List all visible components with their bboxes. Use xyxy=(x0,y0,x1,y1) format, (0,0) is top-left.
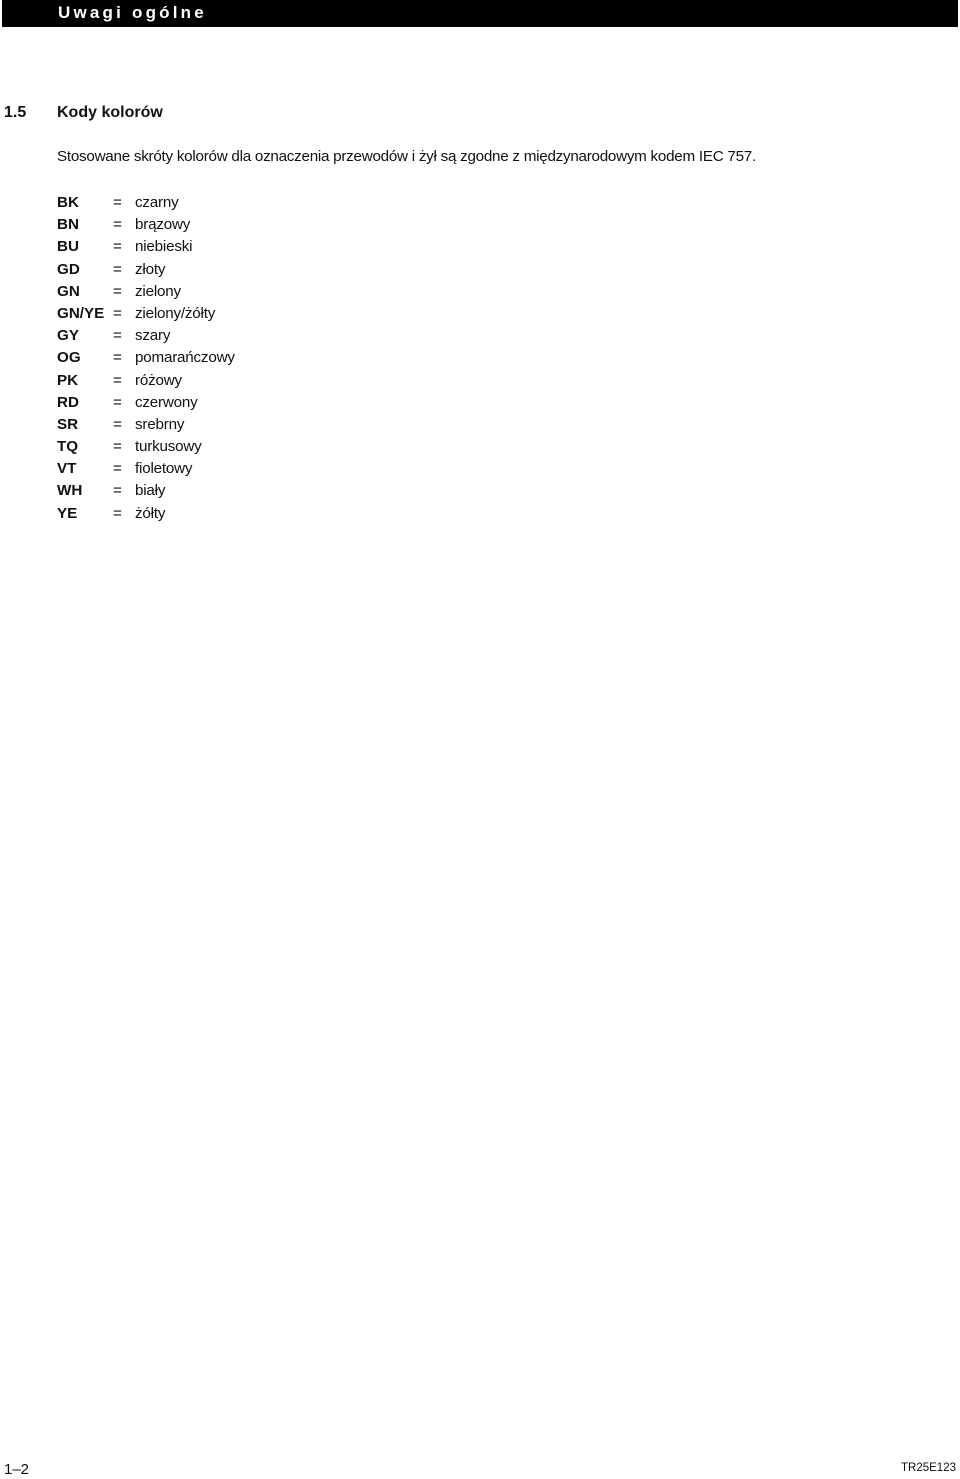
color-code: PK xyxy=(57,371,79,389)
color-code-row xyxy=(57,414,235,436)
color-code-row xyxy=(57,281,235,303)
document-code: TR25E123 xyxy=(901,1462,956,1474)
color-code-row xyxy=(57,236,235,258)
color-name: żółty xyxy=(135,504,166,522)
equals-sign: = xyxy=(113,260,122,278)
color-name: fioletowy xyxy=(135,460,193,478)
color-name: czerwony xyxy=(135,393,198,411)
color-code-row xyxy=(57,347,235,369)
color-code-row xyxy=(57,325,235,347)
equals-sign: = xyxy=(113,304,122,322)
color-name: zielony/żółty xyxy=(135,304,216,322)
color-code-row xyxy=(57,503,235,525)
color-code: GD xyxy=(57,260,80,278)
equals-sign: = xyxy=(113,327,122,345)
color-code-row xyxy=(57,392,235,414)
color-name: brązowy xyxy=(135,216,191,234)
section-intro: Stosowane skróty kolorów dla oznaczenia przewodów i żył są zgodne z międzynarodowym kodem IEC 757. xyxy=(57,148,756,165)
color-code-row xyxy=(57,214,235,236)
color-code-row xyxy=(57,259,235,281)
header-bar xyxy=(2,0,958,27)
color-code: OG xyxy=(57,349,81,367)
color-name: biały xyxy=(135,482,166,500)
color-code: BK xyxy=(57,194,79,211)
equals-sign: = xyxy=(113,238,122,256)
equals-sign: = xyxy=(113,415,122,433)
page-number: 1–2 xyxy=(4,1461,30,1478)
equals-sign: = xyxy=(113,504,122,522)
color-name: srebrny xyxy=(135,415,185,433)
equals-sign: = xyxy=(113,371,122,389)
color-code: BN xyxy=(57,216,79,234)
equals-sign: = xyxy=(113,482,122,500)
equals-sign: = xyxy=(113,393,122,411)
equals-sign: = xyxy=(113,282,122,300)
color-code: GY xyxy=(57,327,79,345)
section-title: Kody kolorów xyxy=(57,104,163,121)
color-code: TQ xyxy=(57,438,79,456)
color-name: niebieski xyxy=(135,238,193,256)
equals-sign: = xyxy=(113,194,122,211)
equals-sign: = xyxy=(113,349,122,367)
color-code-row xyxy=(57,370,235,392)
color-code-row xyxy=(57,436,235,458)
color-name: różowy xyxy=(135,371,182,389)
color-code-row xyxy=(57,458,235,480)
section-number: 1.5 xyxy=(4,104,27,121)
color-code: GN xyxy=(57,282,80,300)
color-code: WH xyxy=(57,482,83,500)
color-code: RD xyxy=(57,393,79,411)
color-code: GN/YE xyxy=(57,304,105,322)
equals-sign: = xyxy=(113,460,122,478)
color-name: złoty xyxy=(135,260,166,278)
color-code: BU xyxy=(57,238,79,256)
color-code-row xyxy=(57,303,235,325)
color-name: szary xyxy=(135,327,171,345)
color-name: zielony xyxy=(135,282,181,300)
color-name: turkusowy xyxy=(135,438,202,456)
color-code-list xyxy=(57,192,235,525)
color-name: czarny xyxy=(135,194,179,211)
color-code: VT xyxy=(57,460,77,478)
color-code-row xyxy=(57,192,235,214)
color-name: pomarańczowy xyxy=(135,349,235,367)
equals-sign: = xyxy=(113,216,122,234)
color-code-row xyxy=(57,480,235,502)
color-code: YE xyxy=(57,504,78,522)
equals-sign: = xyxy=(113,438,122,456)
color-code: SR xyxy=(57,415,79,433)
page-title: Uwagi ogólne xyxy=(58,3,207,22)
